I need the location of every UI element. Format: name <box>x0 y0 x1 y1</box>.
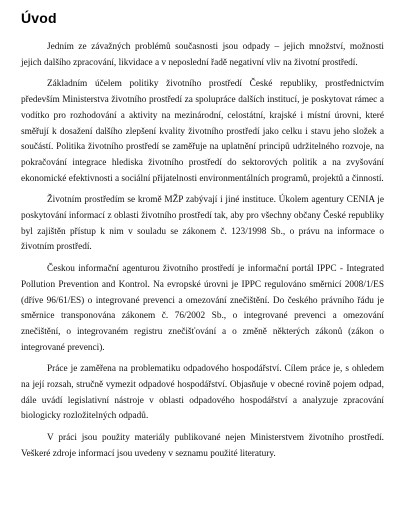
paragraph-sources: V práci jsou použity materiály publikované nejen Ministerstvem životního prostředí. Veškeré zdroje informací jsou uvedeny v seznamu použité literatury. <box>21 433 384 459</box>
paragraph-environment-policy: Základním účelem politiky životního prostředí České republiky, prostřednictvím především Ministerstva životního prostředí za spolupráce dalších institucí, je poskytovat rámec a vodítko pro rozhodování a aktivity na mezinárodní, celostátní, krajské i místní úrovni, které směřují k dosažení dalšího zlepšení kvality životního prostředí jako celku i stavu jeho složek a součástí. Politika životního prostředí se zaměřuje na uplatnění principů udržitelného rozvoje, na pokračování integrace hlediska životního prostředí do sektorových politik a na zvyšování ekonomické efektivnosti a sociální přijatelnosti environmentálních programů, projektů a činností. <box>21 79 384 184</box>
paragraph-ippc: Českou informační agenturou životního prostředí je informační portál IPPC - Integrated Pollution Prevention and Kontrol. Na evropské úrovni je IPPC regulováno směrnicí 2008/1/ES (dříve 96/61/ES) o integrované prevenci a omezování znečištění. Do českého právního řádu je směrnice transponována zákonem č. 76/2002 Sb., o integrované prevenci a omezování znečištění, o integrovaném registru znečišťování a o změně některých zákonů (zákon o integrované prevenci). <box>21 264 384 353</box>
paragraph-cenia: Životním prostředím se kromě MŽP zabývají i jiné instituce. Úkolem agentury CENIA je poskytování informací z oblasti životního prostředí tak, aby pro všechny občany České republiky byl zajištěn přístup k nim v souladu se zákonem č. 123/1998 Sb., o právu na informace o životním prostředí. <box>21 195 384 253</box>
page-title: Úvod <box>21 10 57 26</box>
paragraph-aim: Práce je zaměřena na problematiku odpadového hospodářství. Cílem práce je, s ohledem na její rozsah, stručně vymezit odpadové hospodářství. Objasňuje v obecné rovině pojem odpad, dále uvádí legislativní nástroje v oblasti odpadového hospodářství a analyzuje zpracování biologicky rozložitelných odpadů. <box>21 364 384 422</box>
paragraph-intro: Jedním ze závažných problémů současnosti jsou odpady – jejich množství, možnosti jejich dalšího zpracování, likvidace a v neposlední řadě negativní vliv na životní prostředí. <box>21 42 384 68</box>
